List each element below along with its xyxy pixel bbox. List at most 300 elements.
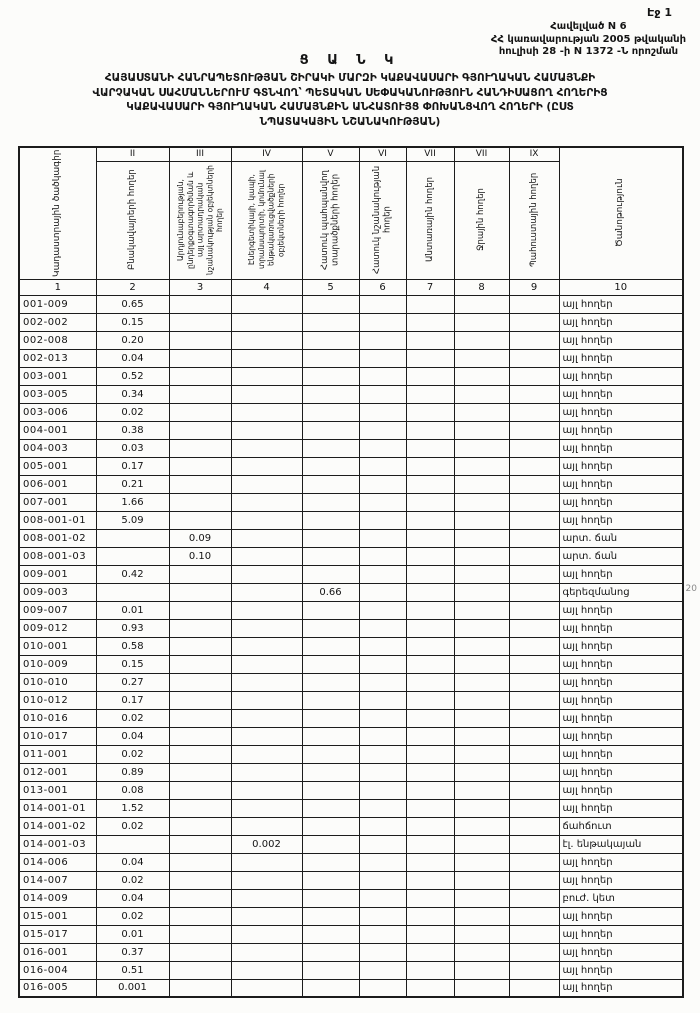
area-value: [359, 457, 406, 475]
area-value: [406, 331, 454, 349]
area-value: [509, 961, 559, 979]
area-value: [169, 871, 231, 889]
column-number: 2: [96, 279, 169, 295]
area-value: 0.51: [96, 961, 169, 979]
note-cell: այլ հողեր: [559, 367, 683, 385]
area-value: [302, 907, 359, 925]
area-value: [359, 493, 406, 511]
area-value: [302, 745, 359, 763]
area-value: [509, 331, 559, 349]
area-value: 0.02: [96, 403, 169, 421]
area-value: [302, 835, 359, 853]
area-value: [169, 763, 231, 781]
area-value: [231, 871, 302, 889]
column-number-row: [19, 279, 683, 295]
table-row: [19, 709, 683, 727]
margin-handwritten-mark: 20: [685, 584, 697, 594]
area-value: [231, 781, 302, 799]
area-value: [302, 979, 359, 997]
area-value: [359, 799, 406, 817]
area-value: [302, 691, 359, 709]
area-value: [231, 583, 302, 601]
area-value: [454, 961, 509, 979]
area-value: 0.17: [96, 457, 169, 475]
cadastral-code: 009-001: [19, 565, 96, 583]
area-value: 0.65: [96, 295, 169, 313]
area-value: 0.66: [302, 583, 359, 601]
area-value: [406, 367, 454, 385]
page-number: Էջ 1: [647, 6, 672, 19]
table-row: [19, 943, 683, 961]
area-value: 1.66: [96, 493, 169, 511]
header-special-purpose-lands-label: Հատուկ նշանակության հողեր: [371, 165, 393, 275]
area-value: [454, 907, 509, 925]
area-value: [406, 853, 454, 871]
table-row: [19, 547, 683, 565]
area-value: [509, 835, 559, 853]
area-value: [231, 367, 302, 385]
area-value: [509, 709, 559, 727]
area-value: [509, 817, 559, 835]
table-row: [19, 565, 683, 583]
table-row: [19, 619, 683, 637]
area-value: 0.08: [96, 781, 169, 799]
area-value: [169, 745, 231, 763]
note-cell: այլ հողեր: [559, 799, 683, 817]
area-value: [169, 457, 231, 475]
area-value: [454, 601, 509, 619]
area-value: [454, 691, 509, 709]
table-row: [19, 475, 683, 493]
area-value: [231, 943, 302, 961]
area-value: [169, 367, 231, 385]
column-number: 4: [231, 279, 302, 295]
note-cell: այլ հողեր: [559, 961, 683, 979]
area-value: [169, 673, 231, 691]
area-value: [509, 439, 559, 457]
area-value: [169, 295, 231, 313]
cadastral-code: 006-001: [19, 475, 96, 493]
area-value: [302, 529, 359, 547]
note-cell: էլ. ենթակայան: [559, 835, 683, 853]
note-cell: այլ հողեր: [559, 727, 683, 745]
cadastral-code: 003-001: [19, 367, 96, 385]
area-value: [169, 349, 231, 367]
area-value: 0.52: [96, 367, 169, 385]
area-value: [406, 349, 454, 367]
area-value: 0.93: [96, 619, 169, 637]
area-value: [454, 583, 509, 601]
area-value: [359, 349, 406, 367]
area-value: 0.002: [231, 835, 302, 853]
area-value: [302, 871, 359, 889]
note-cell: այլ հողեր: [559, 565, 683, 583]
area-value: [302, 601, 359, 619]
area-value: [231, 889, 302, 907]
area-value: [406, 439, 454, 457]
area-value: [359, 403, 406, 421]
area-value: 0.21: [96, 475, 169, 493]
area-value: 0.15: [96, 313, 169, 331]
area-value: [454, 385, 509, 403]
area-value: [454, 313, 509, 331]
note-cell: այլ հողեր: [559, 925, 683, 943]
area-value: [302, 781, 359, 799]
area-value: [302, 889, 359, 907]
area-value: [302, 511, 359, 529]
note-cell: այլ հողեր: [559, 871, 683, 889]
area-value: [359, 817, 406, 835]
appendix-line: Հավելված N 6: [550, 21, 627, 32]
area-value: [406, 889, 454, 907]
area-value: 0.001: [96, 979, 169, 997]
area-value: [359, 655, 406, 673]
area-value: [406, 637, 454, 655]
area-value: 0.04: [96, 889, 169, 907]
area-value: [231, 403, 302, 421]
area-value: 0.03: [96, 439, 169, 457]
note-cell: այլ հողեր: [559, 403, 683, 421]
cadastral-code: 010-012: [19, 691, 96, 709]
note-cell: այլ հողեր: [559, 493, 683, 511]
note-cell: այլ հողեր: [559, 349, 683, 367]
area-value: [169, 601, 231, 619]
area-value: [454, 439, 509, 457]
area-value: [454, 943, 509, 961]
cadastral-code: 004-003: [19, 439, 96, 457]
area-value: [406, 763, 454, 781]
area-value: [231, 331, 302, 349]
area-value: [454, 493, 509, 511]
area-value: [406, 979, 454, 997]
area-value: [359, 853, 406, 871]
table-row: [19, 907, 683, 925]
note-cell: այլ հողեր: [559, 511, 683, 529]
area-value: [302, 619, 359, 637]
table-row: [19, 331, 683, 349]
area-value: [302, 313, 359, 331]
area-value: [302, 655, 359, 673]
area-value: [302, 673, 359, 691]
area-value: [359, 565, 406, 583]
area-value: [359, 619, 406, 637]
area-value: [406, 583, 454, 601]
area-value: [454, 763, 509, 781]
table-body: [19, 295, 683, 997]
table-row: [19, 763, 683, 781]
header-water-lands-label: Ջրային հողեր: [476, 188, 487, 252]
area-value: [406, 871, 454, 889]
area-value: [96, 835, 169, 853]
area-value: 0.04: [96, 349, 169, 367]
area-value: [169, 655, 231, 673]
cadastral-code: 015-001: [19, 907, 96, 925]
table-row: [19, 799, 683, 817]
table-row: [19, 421, 683, 439]
table-row: [19, 529, 683, 547]
area-value: [302, 817, 359, 835]
note-cell: այլ հողեր: [559, 439, 683, 457]
area-value: [169, 817, 231, 835]
area-value: 0.01: [96, 925, 169, 943]
area-value: [231, 817, 302, 835]
area-value: [359, 763, 406, 781]
table-row: [19, 583, 683, 601]
area-value: [406, 799, 454, 817]
area-value: [454, 673, 509, 691]
area-value: 0.17: [96, 691, 169, 709]
area-value: [406, 475, 454, 493]
appendix-line: հուլիսի 28 -ի N 1372 -Ն որոշման: [498, 46, 679, 57]
roman-numeral: III: [169, 147, 231, 161]
note-cell: այլ հողեր: [559, 385, 683, 403]
area-value: 0.89: [96, 763, 169, 781]
area-value: [302, 637, 359, 655]
roman-numeral: VII: [406, 147, 454, 161]
area-value: [359, 511, 406, 529]
area-value: [454, 637, 509, 655]
cadastral-code: 010-017: [19, 727, 96, 745]
table-row: [19, 313, 683, 331]
area-value: [169, 403, 231, 421]
subtitle-line: ԿԱՔԱՎԱՍԱՐԻ ԳՅՈՒՂԱԿԱՆ ՀԱՄԱՅՆՔԻՆ ԱՆՀԱՏՈՒՅՑ ՓՈԽԱՆՑՎՈՂ ՀՈՂԵՐԻ (ԸՍՏ: [126, 101, 574, 114]
area-value: [169, 493, 231, 511]
header-note-label: Ծանոթություն: [615, 178, 626, 248]
area-value: [406, 403, 454, 421]
subtitle-line: ՆՊԱՏԱԿԱՅԻՆ ՆՇԱՆԱԿՈՒԹՅԱՆ): [259, 116, 441, 129]
area-value: [231, 547, 302, 565]
roman-numeral: IV: [231, 147, 302, 161]
area-value: 0.04: [96, 727, 169, 745]
area-value: [302, 853, 359, 871]
area-value: [231, 601, 302, 619]
table-row: [19, 979, 683, 997]
area-value: [96, 547, 169, 565]
roman-numeral: V: [302, 147, 359, 161]
area-value: [169, 421, 231, 439]
area-value: [359, 475, 406, 493]
area-value: [231, 637, 302, 655]
area-value: [454, 421, 509, 439]
header-protected-areas-lands-label: Հատուկ պահպանվող տարածքների հողեր: [319, 170, 341, 270]
subtitle-line: ՀԱՅԱՍՏԱՆԻ ՀԱՆՐԱՊԵՏՈՒԹՅԱՆ ՇԻՐԱԿԻ ՄԱՐԶԻ ԿԱՔԱՎԱՍԱՐԻ ԳՅՈՒՂԱԿԱՆ ՀԱՄԱՅՆՔԻ: [104, 72, 596, 84]
cadastral-code: 009-003: [19, 583, 96, 601]
table-row: [19, 727, 683, 745]
table-row: [19, 637, 683, 655]
area-value: [359, 943, 406, 961]
area-value: 0.58: [96, 637, 169, 655]
area-value: [509, 511, 559, 529]
cadastral-code: 014-007: [19, 871, 96, 889]
note-cell: այլ հողեր: [559, 655, 683, 673]
area-value: [454, 403, 509, 421]
area-value: [231, 799, 302, 817]
area-value: 0.20: [96, 331, 169, 349]
area-value: [509, 871, 559, 889]
cadastral-code: 004-001: [19, 421, 96, 439]
area-value: [454, 979, 509, 997]
header-reserve-lands-label: Պահուստային հողեր: [528, 172, 539, 268]
area-value: [302, 457, 359, 475]
area-value: [406, 601, 454, 619]
area-value: [359, 439, 406, 457]
area-value: [509, 565, 559, 583]
column-number: 3: [169, 279, 231, 295]
cadastral-code: 008-001-01: [19, 511, 96, 529]
area-value: [169, 727, 231, 745]
note-cell: այլ հողեր: [559, 853, 683, 871]
area-value: [231, 709, 302, 727]
subtitle-line: ՎԱՐՉԱԿԱՆ ՍԱՀՄԱՆՆԵՐՈՒՄ ԳՏՆՎՈՂ՝ ՊԵՏԱԿԱՆ ՍԵՓԱԿԱՆՈՒԹՅՈՒՆ ՀԱՆԴԻՍԱՑՈՂ ՀՈՂԵՐԻՑ: [92, 86, 608, 99]
area-value: [302, 925, 359, 943]
area-value: [509, 691, 559, 709]
area-value: [169, 835, 231, 853]
cadastral-code: 002-002: [19, 313, 96, 331]
area-value: [454, 457, 509, 475]
area-value: [359, 871, 406, 889]
area-value: [302, 403, 359, 421]
area-value: [454, 547, 509, 565]
table-row: [19, 673, 683, 691]
area-value: 0.02: [96, 871, 169, 889]
area-value: [454, 871, 509, 889]
area-value: [302, 367, 359, 385]
header-industrial-lands-label: Արդյունաբերության, ընդերքօգտագործման և այլ արտադրական նշանակության օբյեկտների հողեր: [175, 165, 224, 275]
header-cadastral-code: [19, 147, 96, 279]
roman-numeral: VII: [454, 147, 509, 161]
area-value: [302, 439, 359, 457]
note-cell: այլ հողեր: [559, 601, 683, 619]
area-value: 0.42: [96, 565, 169, 583]
area-value: [509, 421, 559, 439]
table-row: [19, 835, 683, 853]
table-row: [19, 457, 683, 475]
area-value: [231, 421, 302, 439]
area-value: [509, 943, 559, 961]
area-value: [509, 385, 559, 403]
area-value: [454, 529, 509, 547]
area-value: [302, 331, 359, 349]
area-value: [359, 583, 406, 601]
area-value: [169, 439, 231, 457]
roman-numeral-row: [19, 147, 683, 161]
area-value: [406, 655, 454, 673]
cadastral-code: 002-008: [19, 331, 96, 349]
note-cell: գերեզմանոց: [559, 583, 683, 601]
cadastral-code: 014-009: [19, 889, 96, 907]
area-value: [169, 799, 231, 817]
note-cell: այլ հողեր: [559, 979, 683, 997]
area-value: [231, 493, 302, 511]
area-value: [454, 889, 509, 907]
area-value: [406, 961, 454, 979]
area-value: [231, 961, 302, 979]
area-value: [231, 727, 302, 745]
area-value: [302, 727, 359, 745]
note-cell: արտ. ճան: [559, 547, 683, 565]
cadastral-code: 001-009: [19, 295, 96, 313]
area-value: [406, 421, 454, 439]
area-value: [454, 745, 509, 763]
cadastral-code: 016-001: [19, 943, 96, 961]
area-value: [509, 655, 559, 673]
table-row: [19, 853, 683, 871]
area-value: [454, 475, 509, 493]
area-value: [302, 961, 359, 979]
note-cell: այլ հողեր: [559, 619, 683, 637]
area-value: [359, 421, 406, 439]
area-value: 0.10: [169, 547, 231, 565]
area-value: [509, 367, 559, 385]
area-value: [231, 763, 302, 781]
area-value: [231, 511, 302, 529]
area-value: [509, 619, 559, 637]
area-value: [302, 421, 359, 439]
area-value: [302, 763, 359, 781]
cadastral-code: 013-001: [19, 781, 96, 799]
table-row: [19, 745, 683, 763]
area-value: [231, 475, 302, 493]
area-value: [169, 853, 231, 871]
cadastral-code: 005-001: [19, 457, 96, 475]
table-row: [19, 925, 683, 943]
area-value: [302, 799, 359, 817]
area-value: [454, 727, 509, 745]
area-value: [509, 493, 559, 511]
area-value: [169, 313, 231, 331]
area-value: [454, 799, 509, 817]
table-row: [19, 295, 683, 313]
area-value: [231, 313, 302, 331]
area-value: [169, 691, 231, 709]
area-value: [302, 565, 359, 583]
area-value: [359, 367, 406, 385]
area-value: [302, 385, 359, 403]
area-value: [231, 925, 302, 943]
cadastral-code: 016-005: [19, 979, 96, 997]
area-value: [406, 925, 454, 943]
area-value: [302, 943, 359, 961]
note-cell: այլ հողեր: [559, 763, 683, 781]
note-cell: այլ հողեր: [559, 475, 683, 493]
area-value: [509, 799, 559, 817]
column-number: 1: [19, 279, 96, 295]
area-value: 0.37: [96, 943, 169, 961]
column-number: 8: [454, 279, 509, 295]
area-value: [359, 313, 406, 331]
table-row: [19, 691, 683, 709]
area-value: [454, 817, 509, 835]
area-value: [231, 745, 302, 763]
area-value: [231, 529, 302, 547]
note-cell: այլ հողեր: [559, 673, 683, 691]
note-cell: այլ հողեր: [559, 745, 683, 763]
cadastral-code: 010-009: [19, 655, 96, 673]
column-number: 7: [406, 279, 454, 295]
roman-numeral: IX: [509, 147, 559, 161]
cadastral-code: 003-006: [19, 403, 96, 421]
cadastral-code: 010-001: [19, 637, 96, 655]
table-row: [19, 439, 683, 457]
area-value: [406, 511, 454, 529]
area-value: [509, 295, 559, 313]
table-row: [19, 601, 683, 619]
area-value: [454, 781, 509, 799]
header-water-lands: [454, 161, 509, 279]
header-settlement-lands: [96, 161, 169, 279]
area-value: 0.15: [96, 655, 169, 673]
area-value: [406, 565, 454, 583]
